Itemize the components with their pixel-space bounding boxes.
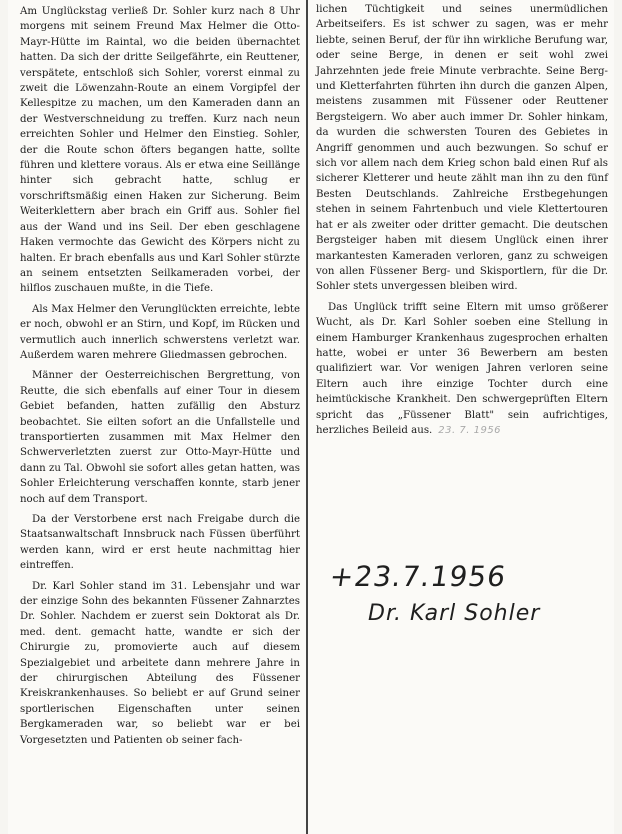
paragraph: Am Unglückstag verließ Dr. Sohler kurz nach 8 Uhr morgens mit seinem Freund Max Helmer die Otto-Mayr-Hütte im Raintal, wo die beiden übernachtet hatten. Da sich der dritte Seilgefährte, ein Reuttener, verspätete, entschloß sich Sohler, vorerst einmal zu zweit die Löwenzahn-Route an einem Vorgipfel der Kellespitze zu machen, um den Kameraden dann an der Westverschneidung zu treffen. Kurz nach neun erreichten Sohler und Helmer den Einstieg. Sohler, der die Route schon öfters begangen hatte, sollte führen und klettere voraus. Als er etwa eine Seillänge hinter sich gebracht hatte, schlug er vorschriftsmäßig einen Haken zur Sicherung. Beim Weiterklettern aber brach ein Griff aus. Sohler fiel aus der Wand und ins Seil. Der eben geschlagene Haken vermochte das Gewicht des Körpers nicht zu halten. Er brach ebenfalls aus und Karl Sohler stürzte an seinem entsetzten Seilkameraden vorbei, der hilflos zuschauen mußte, in die Tiefe. (20, 6, 300, 295)
pencil-date-annotation: 23. 7. 1956 (438, 424, 502, 436)
paragraph: Männer der Oesterreichischen Bergrettung, von Reutte, die sich ebenfalls auf einer Tour in diesem Gebiet befanden, hatten zufällig den Absturz beobachtet. Sie eilten sofort an die Unfallstelle und transportierten zusammen mit Max Helmer den Schwerverletzten zuerst zur Otto-Mayr-Hütte und dann zu Tal. Obwohl sie sofort alles getan hatten, was Sohler Erleichterung verschaffen konnte, starb jener noch auf dem Transport. (20, 370, 300, 505)
article-left-column (20, 4, 300, 753)
paragraph: Als Max Helmer den Verunglückten erreichte, lebte er noch, obwohl er an Stirn, und Kopf, im Rücken und vermutlich auch innerlich schwerstens verletzt war. Außerdem waren mehrere Gliedmassen gebrochen. (20, 303, 300, 361)
handwritten-date: +23.7.1956 (327, 560, 509, 593)
paragraph (316, 300, 608, 439)
paragraph-text: Das Unglück trifft seine Eltern mit umso größerer Wucht, als Dr. Karl Sohler soeben eine Stellung in einem Hamburger Krankenhaus zugesprochen erhalten hatte, wobei er unter 36 Bewerbern am besten qualifiziert war. Vor wenigen Jahren verloren seine Eltern auch ihre einzige Tochter durch eine heimtückische Krankheit. Den schwergeprüften Eltern spricht das „Füssener Blatt" sein aufrichtiges, herzliches Beileid aus. (316, 301, 608, 436)
handwritten-name: Dr. Karl Sohler (368, 601, 541, 626)
column-divider (306, 0, 308, 834)
paragraph: Dr. Karl Sohler stand im 31. Lebensjahr und war der einzige Sohn des bekannten Füssener Zahnarztes Dr. Sohler. Nachdem er zuerst sein Doktorat als Dr. med. dent. gemacht hatte, wandte er sich der Chirurgie zu, promovierte auch auf diesem Spezialgebiet und arbeitete dann mehrere Jahre in der chirurgischen Abteilung des Füssener Kreiskrankenhauses. So beliebt er auf Grund seiner sportlerischen Eigenschaften unter seinen Bergkameraden war, so beliebt war er bei Vorgesetzten und Patienten ob seiner fach- (20, 580, 300, 746)
paragraph: Da der Verstorbene erst nach Freigabe durch die Staatsanwaltschaft Innsbruck nach Füssen überführt werden kann, wird er erst heute nachmittag hier eintreffen. (20, 514, 300, 572)
article-right-column (316, 2, 608, 443)
paragraph: lichen Tüchtigkeit und seines unermüdlichen Arbeitseifers. Es ist schwer zu sagen, was er mehr liebte, seinen Beruf, der für ihn wirkliche Berufung war, oder seine Berge, in denen er seit wohl zwei Jahrzehnten jede freie Minute verbrachte. Seine Berg- und Kletterfahrten führten ihn durch die ganzen Alpen, meistens zusammen mit Füssener oder Reuttener Bergsteigern. Wo aber auch immer Dr. Sohler hinkam, da wurden die schwersten Touren des Gebietes in Angriff genommen und auch bezwungen. So schuf er sich vor allem nach dem Krieg schon bald einen Ruf als sicherer Kletterer und heute zählt man ihn zu den fünf Besten Deutschlands. Zahlreiche Erstbegehungen stehen in seinem Fahrtenbuch und viele Klettertouren hat er als zweiter oder dritter gemacht. Die deutschen Bergsteiger haben mit diesem Unglück einen ihrer markantesten Kameraden verloren, ganz zu schweigen von allen Füssener Berg- und Skisportlern, für die Dr. Sohler stets unvergessen bleiben wird. (316, 4, 608, 293)
handwritten-note (327, 560, 600, 626)
